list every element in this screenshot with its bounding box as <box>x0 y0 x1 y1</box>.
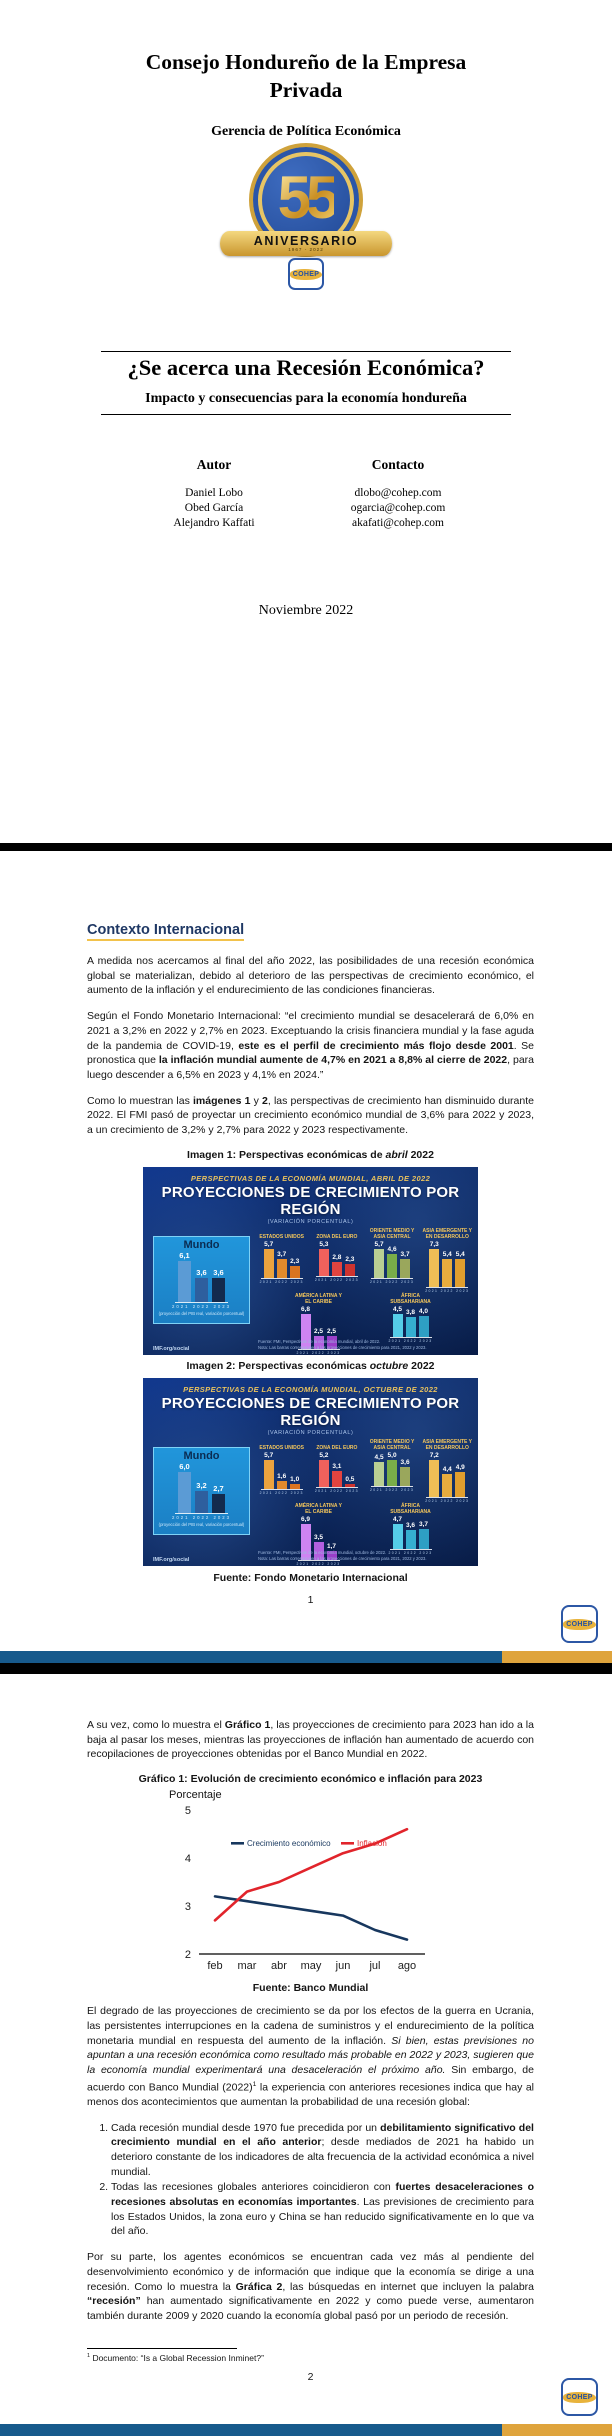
bar <box>406 1530 416 1549</box>
bar <box>212 1278 225 1303</box>
authors-column <box>144 457 284 531</box>
region-bars <box>426 1241 468 1288</box>
region-bar-group <box>255 1439 308 1503</box>
bar-column <box>393 1516 403 1548</box>
bar-value: 3,8 <box>405 1309 416 1317</box>
bar-column <box>387 1246 397 1278</box>
bar <box>429 1460 439 1497</box>
svg-text:jun: jun <box>335 1960 351 1973</box>
region-bar-group <box>366 1439 419 1503</box>
world-label: Mundo <box>183 1238 220 1251</box>
author-email: ogarcia@cohep.com <box>350 502 446 514</box>
region-years: 2021 2022 2023 <box>388 1339 433 1344</box>
bar-column <box>387 1452 397 1486</box>
bar <box>264 1460 274 1490</box>
source-line: Fuente: Banco Mundial <box>252 1982 369 1995</box>
bar-column <box>429 1241 439 1287</box>
infographic-header <box>143 1378 478 1436</box>
logo-years: 1967 - 2022 <box>288 247 324 253</box>
bar-value: 3,7 <box>277 1251 287 1259</box>
bar-column <box>319 1452 329 1487</box>
region-bar-group <box>255 1228 308 1293</box>
bar-column <box>419 1521 429 1548</box>
bar <box>387 1460 397 1486</box>
bar-value: 3,2 <box>196 1480 207 1490</box>
paragraph: Según el Fondo Monetario Internacional: “el crecimiento mundial se desacelerará de 6,0% en 2021 a 3,2% en 2022 y 2,7% en 2023. Exceptuando la crisis financiera mundial y la fase aguda de la pandemia de COVID-19, este es el perfil de crecimiento más flojo desde 2001. Se pronostica que la inflación mundial aumente de 4,7% en 2021 a 8,8% al cierre de 2022, para luego descender a 6,5% en 2023 y 4,1% en 2024.” <box>87 1010 534 1081</box>
bar-value: 4,5 <box>392 1305 403 1313</box>
cohep-corner-badge-icon <box>561 2378 598 2416</box>
bar-value: 6,0 <box>179 1461 190 1471</box>
imagen-1-caption: Imagen 1: Perspectivas económicas de abril 2022 <box>187 1148 434 1161</box>
footer-bar <box>0 2424 612 2436</box>
region-bar-group <box>366 1228 419 1293</box>
source-line: Fuente: Fondo Monetario Internacional <box>213 1571 408 1584</box>
bar-column <box>332 1254 342 1277</box>
bar-value: 2,3 <box>345 1256 355 1264</box>
svg-text:ago: ago <box>397 1960 417 1973</box>
cohep-55-anniversary-logo <box>0 143 612 290</box>
svg-text:Crecimiento económico: Crecimiento económico <box>247 1839 331 1849</box>
title-divider-bottom <box>101 414 511 415</box>
page-number: 1 <box>307 1593 314 1606</box>
bar-value: 3,1 <box>332 1462 342 1470</box>
bar <box>345 1264 355 1276</box>
svg-text:jul: jul <box>369 1960 381 1973</box>
bar <box>332 1471 342 1487</box>
region-name: AMÉRICA LATINA Y EL CARIBE <box>295 1503 342 1516</box>
bar-value: 4,7 <box>392 1516 403 1524</box>
footnote: $^1$ Documento: “Is a Global Recession Inminet?” <box>87 2352 264 2363</box>
region-name: ORIENTE MEDIO Y ASIA CENTRAL <box>369 1438 415 1451</box>
bar <box>455 1472 465 1498</box>
page-contexto-internacional <box>0 851 612 1663</box>
bar-value: 4,4 <box>442 1466 452 1474</box>
bar <box>277 1481 287 1489</box>
bar-column <box>442 1466 452 1497</box>
paragraph: Por su parte, los agentes económicos se encuentran cada vez más al pendiente del desenvolvimiento económico y de información que indique que la economía se dirige a una recesión. Como lo muestra la Gráfica 2, las búsquedas en internet que incluyen la palabra “recesión” han aumentado significativamente en 2022 y como puede verse, aumentaron también durante 2009 y 2020 cuando la economía global pasó por un periodo de recesión. <box>87 2251 534 2322</box>
bar-column <box>400 1251 410 1278</box>
bar-value: 5,3 <box>319 1240 329 1248</box>
list-item: 1. Cada recesión mundial desde 1970 fue precedida por un debilitamiento significativo del crecimiento mundial en el año anterior; desde mediados de 2021 ha habido un deterioro constante de los indicadores de alta frecuencia de la actividad económica a nivel mundial. <box>111 2121 534 2180</box>
bar-value: 3,5 <box>313 1533 324 1541</box>
bar-column <box>195 1481 208 1513</box>
bar <box>345 1484 355 1487</box>
region-bar-group <box>310 1228 363 1293</box>
region-years: 2021 2022 2023 <box>425 1288 470 1293</box>
bar <box>332 1262 342 1277</box>
bar <box>374 1249 384 1279</box>
region-bar-group <box>421 1439 474 1503</box>
region-years: 2021 2022 2023 <box>314 1488 359 1493</box>
page-number: 2 <box>307 2370 314 2383</box>
bar-column <box>455 1464 465 1498</box>
infographic-title: PROYECCIONES DE CRECIMIENTO POR REGIÓN <box>161 1183 460 1218</box>
bar <box>178 1261 191 1303</box>
bar-column <box>319 1241 329 1277</box>
department-subtitle: Gerencia de Política Económica <box>211 124 401 139</box>
world-panel <box>153 1447 250 1535</box>
bar-column <box>290 1476 300 1489</box>
bar-value: 4,6 <box>387 1246 397 1254</box>
region-name: ESTADOS UNIDOS <box>259 1444 304 1451</box>
bar <box>277 1259 287 1278</box>
bar <box>419 1316 429 1337</box>
author-name: Alejandro Kaffati <box>173 517 255 529</box>
bar-column <box>178 1251 191 1303</box>
bar-column <box>429 1452 439 1497</box>
bar-column <box>345 1476 355 1487</box>
bar-value: 2,7 <box>213 1484 224 1494</box>
world-note: (proyección del PIB real, variación porcentual) <box>158 1521 245 1527</box>
world-panel <box>153 1236 250 1324</box>
region-name: ZONA DEL EURO <box>316 1444 358 1451</box>
cohep-badge-icon <box>288 258 324 290</box>
bar <box>319 1460 329 1487</box>
footer-bar-blue <box>0 1651 502 1663</box>
bar <box>290 1266 300 1278</box>
bar <box>406 1317 416 1337</box>
bar-value: 5,7 <box>374 1240 384 1248</box>
page-separator <box>0 1663 612 1674</box>
bar <box>178 1472 191 1513</box>
bar-column <box>277 1251 287 1278</box>
organization-title: Consejo Hondureño de la Empresa Privada <box>145 50 467 103</box>
world-bars <box>175 1251 228 1304</box>
region-name: AMÉRICA LATINA Y EL CARIBE <box>295 1292 342 1305</box>
infographic-notes: Fuente: FMI, Perspectivas de la economía mundial, octubre de 2022. Nota: Las barras corresponden a las proyecciones de crecimiento para 2021, 2022 y 2023. <box>258 1550 427 1562</box>
section-heading: Contexto Internacional <box>87 922 244 941</box>
bar-value: 2,5 <box>326 1328 337 1336</box>
authors-header: Autor <box>196 457 232 472</box>
region-bars <box>261 1241 303 1280</box>
bar-value: 6,8 <box>300 1305 311 1313</box>
contacts-column <box>328 457 468 531</box>
paragraph: Como lo muestran las imágenes 1 y 2, las perspectivas de crecimiento han disminuido durante 2022. El FMI pasó de proyectar un crecimiento económico mundial de 3,6% para 2022 y 2023, a un crecimiento de 3,2% y 2,7% para 2022 y 2023 respectivamente. <box>87 1094 534 1137</box>
bar-column <box>277 1473 287 1489</box>
region-bar-groups <box>253 1438 476 1566</box>
infographic-footer <box>153 1550 470 1563</box>
infographic-subtitle: (VARIACIÓN PORCENTUAL) <box>267 1429 354 1436</box>
bar <box>400 1259 410 1278</box>
svg-text:Inflación: Inflación <box>357 1839 387 1849</box>
footer-bar-blue <box>0 2424 502 2436</box>
bar <box>393 1314 403 1337</box>
bar-column <box>406 1309 416 1337</box>
region-name: ESTADOS UNIDOS <box>259 1233 304 1240</box>
infographic-title: PROYECCIONES DE CRECIMIENTO POR REGIÓN <box>161 1394 460 1429</box>
footer-bar-gold <box>502 2424 612 2436</box>
bar-value: 6,9 <box>300 1516 311 1524</box>
bar <box>374 1462 384 1485</box>
imf-social-handle: IMF.org/social <box>153 1556 190 1563</box>
bar-value: 5,4 <box>455 1250 465 1258</box>
region-bars <box>390 1306 432 1338</box>
recession-factors-list <box>87 2121 534 2240</box>
paragraph: El degrado de las proyecciones de crecimiento se da por los efectos de la guerra en Ucrania, las persistentes interrupciones en la cadena de suministros y el endurecimiento de la política monetaria mundial en respuesta del aumento de la inflación. Si bien, estas previsiones no apuntan a una recesión económica como resultado más probable en 2022 y 2023, sugieren que la economía mundial experimentará una desaceleración el próximo año. Sin embargo, de acuerdo con Banco Mundial $(2022)^1$ la experiencia con anteriores recesiones indica que hay al menos dos acontecimientos que aumentan la probabilidad de una recesión global: <box>87 2005 534 2108</box>
region-bars <box>316 1452 358 1488</box>
region-bar-group <box>310 1439 363 1503</box>
region-years: 2021 2022 2023 <box>370 1487 415 1492</box>
imagen-2-caption: Imagen 2: Perspectivas económicas octubre 2022 <box>186 1359 435 1372</box>
region-years: 2021 2022 2023 <box>259 1280 304 1285</box>
bar-value: 3,7 <box>400 1251 410 1259</box>
cohep-wordmark: COHEP <box>563 2392 595 2403</box>
bar-column <box>178 1462 191 1513</box>
region-years: 2021 2022 2023 <box>296 1562 341 1566</box>
infographic-footer <box>153 1339 470 1352</box>
title-page <box>0 0 612 843</box>
infographic-notes: Fuente: FMI, Perspectivas de la economía mundial, abril de 2022. Nota: Las barras corresponden a las proyecciones de crecimiento para 2021, 2022 y 2023. <box>258 1339 427 1351</box>
region-bars <box>316 1241 358 1278</box>
bar-column <box>212 1484 225 1512</box>
bar-value: 4,9 <box>455 1463 465 1471</box>
infographic-kicker: PERSPECTIVAS DE LA ECONOMÍA MUNDIAL, OCTUBRE DE 2022 <box>183 1384 438 1394</box>
bar-column <box>264 1241 274 1279</box>
region-bars <box>371 1452 413 1487</box>
bar-value: 4,5 <box>374 1454 384 1462</box>
bar-value: 3,6 <box>196 1267 207 1277</box>
author-name: Daniel Lobo <box>185 487 243 499</box>
bar-column <box>212 1268 225 1303</box>
region-years: 2021 2022 2023 <box>296 1351 341 1355</box>
bar-value: 3,6 <box>405 1521 416 1529</box>
infographic-subtitle: (VARIACIÓN PORCENTUAL) <box>267 1218 354 1225</box>
bar-column <box>393 1306 403 1337</box>
bar-value: 7,3 <box>429 1240 439 1248</box>
region-bar-group <box>421 1228 474 1293</box>
infographic-kicker: PERSPECTIVAS DE LA ECONOMÍA MUNDIAL, ABRIL DE 2022 <box>190 1173 431 1183</box>
bar-value: 5,7 <box>264 1451 274 1459</box>
bar <box>212 1494 225 1512</box>
region-name: ÁFRICA SUBSAHARIANA <box>390 1503 431 1516</box>
region-years: 2021 2022 2023 <box>370 1280 415 1285</box>
bar-value: 5,2 <box>319 1451 329 1459</box>
logo-banner-text: ANIVERSARIO <box>253 233 359 248</box>
cohep-wordmark: COHEP <box>290 269 322 280</box>
region-years: 2021 2022 2023 <box>425 1499 470 1504</box>
imf-social-handle: IMF.org/social <box>153 1345 190 1352</box>
bar-value: 2,5 <box>313 1328 324 1336</box>
svg-text:may: may <box>300 1960 322 1973</box>
world-years: 2021 2022 2023 <box>171 1304 232 1310</box>
bar-column <box>290 1258 300 1278</box>
svg-text:abr: abr <box>271 1960 287 1973</box>
bar <box>264 1249 274 1279</box>
author-name: Obed García <box>184 502 244 514</box>
bar-value: 3,7 <box>418 1521 429 1529</box>
region-bars <box>390 1516 432 1549</box>
footer-bar <box>0 1651 612 1663</box>
chart-y-axis-label: Porcentaje <box>169 1789 222 1802</box>
bar <box>290 1484 300 1489</box>
bar-column <box>195 1268 208 1303</box>
page-separator <box>0 843 612 851</box>
bar-value: 2,3 <box>290 1258 300 1266</box>
region-years: 2021 2022 2023 <box>314 1278 359 1283</box>
region-name: ÁFRICA SUBSAHARIANA <box>390 1292 431 1305</box>
world-label: Mundo <box>183 1449 220 1462</box>
infographic-header <box>143 1167 478 1225</box>
bar-column <box>345 1256 355 1276</box>
bar-column <box>406 1522 416 1549</box>
logo-banner <box>220 231 392 256</box>
bar <box>429 1249 439 1287</box>
region-bar-groups <box>253 1227 476 1355</box>
region-name: ORIENTE MEDIO Y ASIA CENTRAL <box>369 1227 415 1240</box>
world-note: (proyección del PIB real, variación porcentual) <box>158 1311 245 1317</box>
bar <box>419 1529 429 1548</box>
bar-column <box>374 1454 384 1485</box>
bar <box>319 1249 329 1277</box>
bar <box>387 1254 397 1278</box>
bar <box>195 1491 208 1513</box>
footer-bar-gold <box>502 1651 612 1663</box>
paragraph: A su vez, como lo muestra el Gráfico 1, las proyecciones de crecimiento para 2023 han ido a la baja al pasar los meses, mientras las proyecciones de inflación han aumentado de acuerdo con recopilaciones de proyecciones obtenidas por el Banco Mundial en 2022. <box>87 1719 534 1761</box>
region-name: ZONA DEL EURO <box>316 1233 358 1240</box>
bar-column <box>332 1463 342 1487</box>
region-bars <box>261 1452 303 1491</box>
bar-value: 2,8 <box>332 1253 342 1261</box>
line-chart <box>173 1802 443 1980</box>
bar-value: 5,4 <box>442 1250 452 1258</box>
authors-block <box>0 457 612 531</box>
bar-column <box>455 1251 465 1287</box>
publication-date: Noviembre 2022 <box>258 603 354 618</box>
bar-column <box>374 1241 384 1279</box>
svg-text:5: 5 <box>184 1805 191 1818</box>
bar-column <box>400 1459 410 1486</box>
region-years: 2021 2022 2023 <box>259 1491 304 1496</box>
bar-column <box>264 1452 274 1490</box>
bar-column <box>419 1308 429 1337</box>
document-subtitle: Impacto y consecuencias para la economía hondureña <box>145 391 467 406</box>
bar-value: 3,6 <box>400 1459 410 1467</box>
title-divider-top <box>101 351 511 352</box>
bar <box>393 1524 403 1548</box>
bar-value: 4,0 <box>418 1308 429 1316</box>
contacts-header: Contacto <box>371 457 425 472</box>
world-years: 2021 2022 2023 <box>171 1514 232 1520</box>
region-years: 2021 2022 2023 <box>388 1550 433 1555</box>
svg-text:2: 2 <box>184 1949 191 1962</box>
bar-value: 5,0 <box>387 1451 397 1459</box>
region-name: ASIA EMERGENTE Y EN DESARROLLO <box>422 1227 472 1240</box>
bar-value: 5,7 <box>264 1240 274 1248</box>
bar <box>442 1259 452 1287</box>
region-name: ASIA EMERGENTE Y EN DESARROLLO <box>422 1438 472 1451</box>
region-bars <box>426 1452 468 1498</box>
cohep-wordmark: COHEP <box>563 1619 595 1630</box>
list-item: 2. Todas las recesiones globales anteriores coincidieron con fuertes desaceleraciones o recesiones absolutas en economías importantes. Las previsiones de crecimiento para los Estados Unidos, la zona euro y China se han reducido significativamente en lo que va del año. <box>111 2180 534 2239</box>
svg-text:feb: feb <box>207 1960 223 1973</box>
bar-value: 7,2 <box>429 1451 439 1459</box>
chart-title: Gráfico 1: Evolución de crecimiento económico e inflación para 2023 <box>138 1773 483 1786</box>
document-title: ¿Se acerca una Recesión Económica? <box>127 355 485 380</box>
bar <box>455 1259 465 1287</box>
footnote-divider <box>87 2348 237 2349</box>
paragraph: A medida nos acercamos al final del año 2022, las posibilidades de una recesión económica global se materializan, debido al deterioro de las perspectivas de crecimiento económico, el aumento de la inflación y el endurecimiento de las condiciones financieras. <box>87 955 534 997</box>
bar-value: 6,1 <box>179 1250 190 1260</box>
logo-55-number: 55 <box>278 163 335 238</box>
svg-text:4: 4 <box>184 1853 191 1866</box>
bar-value: 3,6 <box>213 1267 224 1277</box>
bar <box>400 1467 410 1486</box>
author-email: dlobo@cohep.com <box>354 487 442 499</box>
region-bars <box>371 1241 413 1280</box>
bar-value: 1,7 <box>326 1543 337 1551</box>
world-bars <box>175 1462 228 1514</box>
svg-text:3: 3 <box>184 1901 191 1914</box>
svg-text:mar: mar <box>237 1960 257 1973</box>
bar-value: 1,6 <box>277 1473 287 1481</box>
bar-column <box>442 1251 452 1287</box>
imagen-1-infographic <box>143 1167 478 1355</box>
author-email: akafati@cohep.com <box>351 517 444 529</box>
cohep-corner-badge-icon <box>561 1605 598 1643</box>
bar-value: 1,0 <box>290 1476 300 1484</box>
bar-value: 0,5 <box>345 1476 355 1484</box>
page-grafico-1 <box>0 1674 612 2436</box>
bar <box>195 1278 208 1303</box>
bar <box>442 1474 452 1497</box>
imagen-2-infographic <box>143 1378 478 1566</box>
